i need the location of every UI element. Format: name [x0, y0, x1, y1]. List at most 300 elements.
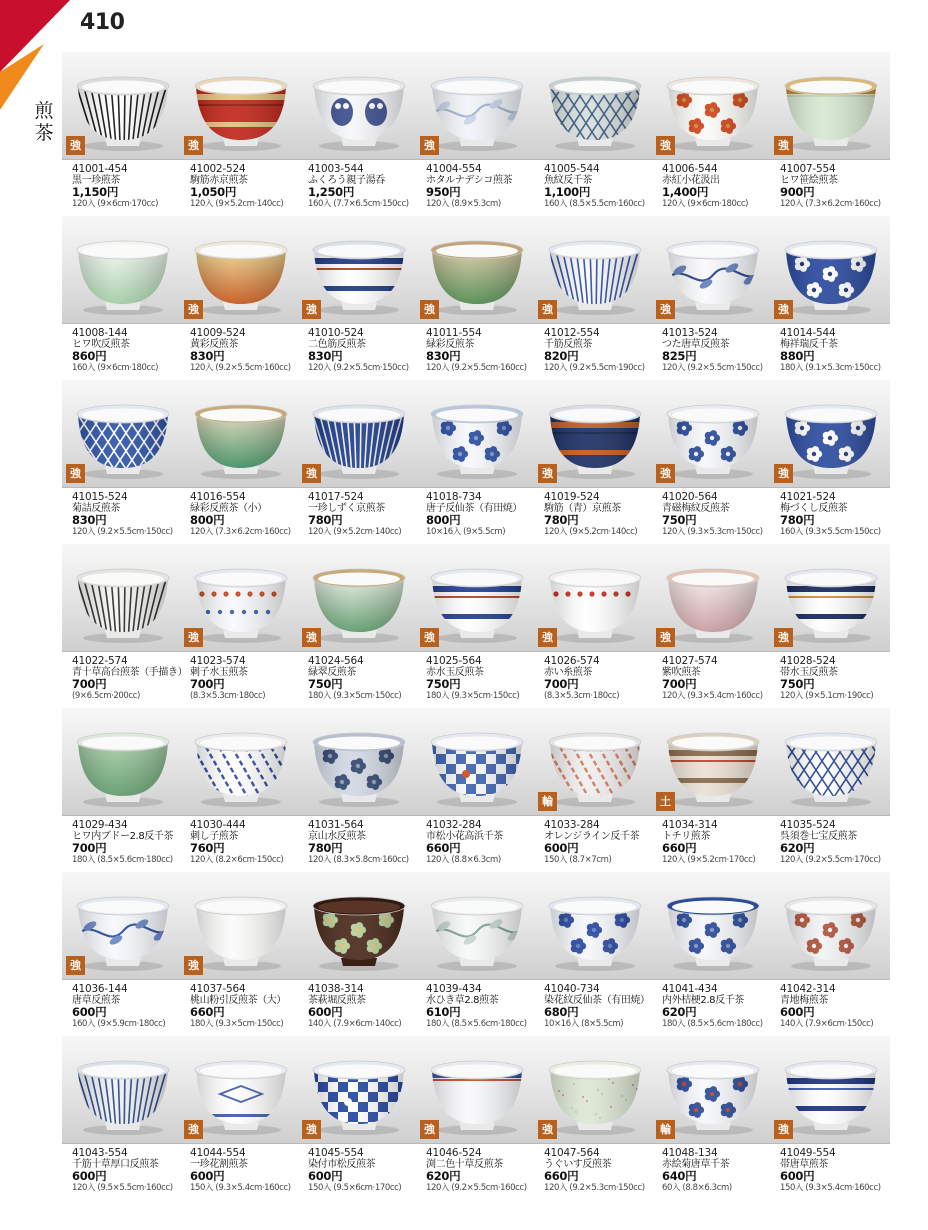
- product-item[interactable]: [416, 52, 534, 216]
- product-badge: 強: [656, 628, 675, 647]
- product-code: 41014-544: [780, 327, 836, 339]
- product-name: つた唐草反煎茶: [662, 339, 730, 350]
- product-item[interactable]: [298, 1036, 416, 1200]
- product-info: [308, 164, 423, 209]
- teacup-image: [780, 720, 882, 808]
- teacup-image: [544, 720, 646, 808]
- product-item[interactable]: [652, 216, 770, 380]
- product-info: [662, 984, 777, 1029]
- product-item[interactable]: [652, 544, 770, 708]
- product-item[interactable]: [652, 1036, 770, 1200]
- product-name: 赤紅小花汲出: [662, 175, 720, 186]
- product-name: 一珍しずく京煎茶: [308, 503, 385, 514]
- product-info: [780, 820, 895, 865]
- product-spec: 120入 (8.2×6cm·150cc): [190, 855, 284, 865]
- teacup-image: [662, 884, 764, 972]
- product-name: 唐草反煎茶: [72, 995, 120, 1006]
- product-item[interactable]: [180, 52, 298, 216]
- product-spec: 160入 (8.5×5.5cm·160cc): [544, 199, 645, 209]
- product-price: 640円: [662, 1169, 697, 1183]
- product-item[interactable]: [180, 1036, 298, 1200]
- product-spec: 140入 (7.9×6cm·150cc): [780, 1019, 874, 1029]
- section-label: 煎茶: [34, 100, 54, 144]
- teacup-image: [308, 1048, 410, 1136]
- product-item[interactable]: [416, 216, 534, 380]
- product-spec: 120入 (9.3×5.4cm·160cc): [662, 691, 763, 701]
- product-spec: 120入 (9.2×5.5cm·190cc): [544, 363, 645, 373]
- product-item[interactable]: [770, 52, 888, 216]
- product-badge: 強: [538, 1120, 557, 1139]
- product-item[interactable]: [770, 216, 888, 380]
- product-price: 700円: [72, 677, 107, 691]
- product-row: [62, 544, 890, 708]
- product-badge: 強: [656, 464, 675, 483]
- product-name: 梅祥瑞反千茶: [780, 339, 838, 350]
- product-code: 41013-524: [662, 327, 718, 339]
- product-info: [190, 820, 305, 865]
- teacup-image: [72, 720, 174, 808]
- product-code: 41008-144: [72, 327, 128, 339]
- product-name: 内外桔梗2.8反千茶: [662, 995, 744, 1006]
- product-spec: 120入 (9×5.2cm·140cc): [190, 199, 284, 209]
- product-spec: 120入 (9.2×5.3cm·150cc): [544, 1183, 645, 1193]
- product-info: [662, 656, 777, 701]
- product-name: 呉須巻七宝反煎茶: [780, 831, 857, 842]
- product-name: 緑彩反煎茶: [426, 339, 474, 350]
- product-code: 41038-314: [308, 983, 364, 995]
- product-code: 41015-524: [72, 491, 128, 503]
- product-spec: 120入 (9×6cm·170cc): [72, 199, 159, 209]
- product-spec: 120入 (9×5.2cm·140cc): [544, 527, 638, 537]
- product-info: [190, 1148, 305, 1193]
- product-item[interactable]: [534, 52, 652, 216]
- product-price: 600円: [544, 841, 579, 855]
- product-item[interactable]: [770, 380, 888, 544]
- product-badge: 強: [184, 1120, 203, 1139]
- teacup-image: [190, 556, 292, 644]
- product-spec: 120入 (9.2×5.5cm·160cc): [426, 363, 527, 373]
- product-row: [62, 380, 890, 544]
- product-code: 41041-434: [662, 983, 718, 995]
- product-info: [780, 492, 895, 537]
- product-item[interactable]: [62, 1036, 180, 1200]
- product-code: 41029-434: [72, 819, 128, 831]
- teacup-image: [308, 720, 410, 808]
- product-row: [62, 872, 890, 1036]
- product-price: 760円: [190, 841, 225, 855]
- product-badge: 強: [184, 300, 203, 319]
- product-price: 700円: [544, 677, 579, 691]
- product-item[interactable]: [770, 872, 888, 1036]
- product-info: [72, 492, 187, 537]
- product-code: 41021-524: [780, 491, 836, 503]
- product-spec: 140入 (7.9×6cm·140cc): [308, 1019, 402, 1029]
- product-info: [544, 820, 659, 865]
- product-spec: 120入 (9.2×5.5cm·170cc): [780, 855, 881, 865]
- product-spec: 120入 (9.3×5.3cm·150cc): [662, 527, 763, 537]
- product-code: 41036-144: [72, 983, 128, 995]
- product-badge: 強: [302, 1120, 321, 1139]
- product-spec: 120入 (9×5.2cm·170cc): [662, 855, 756, 865]
- teacup-image: [426, 720, 528, 808]
- product-spec: 180入 (9.3×5cm·150cc): [426, 691, 520, 701]
- product-code: 41039-434: [426, 983, 482, 995]
- product-info: [662, 1148, 777, 1193]
- product-item[interactable]: [62, 708, 180, 872]
- teacup-image: [544, 228, 646, 316]
- product-price: 825円: [662, 349, 697, 363]
- product-info: [780, 656, 895, 701]
- product-name: 菊詰反煎茶: [72, 503, 120, 514]
- product-code: 41025-564: [426, 655, 482, 667]
- product-badge: 強: [538, 300, 557, 319]
- teacup-image: [426, 228, 528, 316]
- product-name: 黄彩反煎茶: [190, 339, 238, 350]
- product-spec: 180入 (9.1×5.3cm·150cc): [780, 363, 881, 373]
- product-code: 41042-314: [780, 983, 836, 995]
- product-name: 紫吹煎茶: [662, 667, 701, 678]
- product-spec: 180入 (8.5×5.6cm·180cc): [662, 1019, 763, 1029]
- product-price: 950円: [426, 185, 461, 199]
- product-price: 1,150円: [72, 185, 119, 199]
- product-badge: 強: [774, 300, 793, 319]
- teacup-image: [190, 1048, 292, 1136]
- product-badge: 輸: [656, 1120, 675, 1139]
- product-row: [62, 216, 890, 380]
- product-name: オレンジライン反千茶: [544, 831, 640, 842]
- product-name: 黒一珍煎茶: [72, 175, 120, 186]
- product-price: 1,250円: [308, 185, 355, 199]
- page-number: 410: [80, 10, 125, 35]
- product-code: 41027-574: [662, 655, 718, 667]
- product-price: 780円: [544, 513, 579, 527]
- product-price: 800円: [190, 513, 225, 527]
- product-info: [662, 492, 777, 537]
- product-item[interactable]: [62, 544, 188, 708]
- product-price: 780円: [308, 513, 343, 527]
- product-item[interactable]: [180, 708, 298, 872]
- product-name: 青磁梅紋反煎茶: [662, 503, 730, 514]
- product-name: 市松小花高浜千茶: [426, 831, 503, 842]
- product-name: 駒筋赤京煎茶: [190, 175, 248, 186]
- teacup-image: [426, 884, 528, 972]
- product-spec: 160入 (7.7×6.5cm·150cc): [308, 199, 409, 209]
- product-item[interactable]: [298, 872, 416, 1036]
- product-item[interactable]: [770, 1036, 888, 1200]
- product-code: 41003-544: [308, 163, 364, 175]
- product-badge: 強: [184, 956, 203, 975]
- product-info: [426, 984, 541, 1029]
- product-spec: 120入 (9×6cm·180cc): [662, 199, 749, 209]
- product-price: 610円: [426, 1005, 461, 1019]
- product-spec: 120入 (9.2×5.5cm·150cc): [72, 527, 173, 537]
- product-item[interactable]: [180, 380, 298, 544]
- product-info: [426, 656, 541, 701]
- product-badge: 強: [66, 464, 85, 483]
- product-info: [72, 164, 187, 209]
- product-spec: 150入 (8.7×7cm): [544, 855, 612, 865]
- teacup-image: [308, 228, 410, 316]
- product-item[interactable]: [180, 216, 298, 380]
- product-code: 41046-524: [426, 1147, 482, 1159]
- product-spec: 150入 (9.5×6cm·170cc): [308, 1183, 402, 1193]
- product-item[interactable]: [416, 380, 534, 544]
- product-row: [62, 1036, 890, 1200]
- product-price: 660円: [190, 1005, 225, 1019]
- product-code: 41032-284: [426, 819, 482, 831]
- product-item[interactable]: [298, 380, 416, 544]
- product-code: 41011-554: [426, 327, 482, 339]
- product-badge: 強: [420, 1120, 439, 1139]
- product-item[interactable]: [652, 52, 770, 216]
- product-name: 茶萩堀反煎茶: [308, 995, 366, 1006]
- product-name: ヒワ内ブドー2.8反千茶: [72, 831, 174, 842]
- product-item[interactable]: [180, 544, 298, 708]
- product-badge: 強: [184, 136, 203, 155]
- product-item[interactable]: [534, 1036, 652, 1200]
- product-name: 一珍花割煎茶: [190, 1159, 248, 1170]
- product-code: 41040-734: [544, 983, 600, 995]
- product-spec: (8.3×5.3cm·180cc): [190, 691, 266, 701]
- product-spec: 180入 (8.5×5.6cm·180cc): [72, 855, 173, 865]
- teacup-image: [780, 1048, 882, 1136]
- product-code: 41001-454: [72, 163, 128, 175]
- product-badge: 強: [302, 464, 321, 483]
- product-code: 41024-564: [308, 655, 364, 667]
- product-item[interactable]: [534, 380, 652, 544]
- product-price: 700円: [72, 841, 107, 855]
- product-info: [308, 492, 423, 537]
- product-item[interactable]: [534, 544, 652, 708]
- product-info: [544, 656, 659, 701]
- product-price: 620円: [662, 1005, 697, 1019]
- product-info: [662, 328, 777, 373]
- product-spec: 120入 (8.3×5.8cm·160cc): [308, 855, 409, 865]
- teacup-image: [544, 64, 646, 152]
- product-code: 41004-554: [426, 163, 482, 175]
- product-price: 880円: [780, 349, 815, 363]
- product-price: 750円: [780, 677, 815, 691]
- product-item[interactable]: [62, 872, 180, 1036]
- product-code: 41006-544: [662, 163, 718, 175]
- product-item[interactable]: [534, 708, 652, 872]
- product-info: [72, 1148, 187, 1193]
- teacup-image: [780, 64, 882, 152]
- teacup-image: [662, 1048, 764, 1136]
- product-item[interactable]: [298, 544, 416, 708]
- product-name: 緑彩反煎茶（小）: [190, 503, 267, 514]
- product-catalog: [62, 52, 890, 1200]
- product-spec: 180入 (9.3×5cm·150cc): [308, 691, 402, 701]
- product-info: [308, 984, 423, 1029]
- product-info: [780, 1148, 895, 1193]
- product-code: 41010-524: [308, 327, 364, 339]
- product-info: [662, 820, 777, 865]
- product-price: 600円: [72, 1169, 107, 1183]
- product-spec: 10×16入 (8×5.5cm): [544, 1019, 624, 1029]
- product-name: 刺子水玉煎茶: [190, 667, 248, 678]
- product-info: [544, 1148, 659, 1193]
- product-name: 刺し子煎茶: [190, 831, 238, 842]
- product-name: 魚紋反千茶: [544, 175, 592, 186]
- teacup-image: [308, 556, 410, 644]
- product-item[interactable]: [62, 52, 180, 216]
- product-name: 水ひき草2.8煎茶: [426, 995, 499, 1006]
- product-badge: 強: [302, 300, 321, 319]
- product-info: [544, 492, 659, 537]
- product-name: 青十草高台煎茶（手描き）: [72, 667, 188, 678]
- product-info: [190, 656, 305, 701]
- product-item[interactable]: [416, 708, 534, 872]
- product-info: [72, 656, 187, 701]
- product-info: [190, 164, 305, 209]
- product-name: 帯唐草煎茶: [780, 1159, 828, 1170]
- product-code: 41031-564: [308, 819, 364, 831]
- product-info: [426, 164, 541, 209]
- teacup-image: [426, 392, 528, 480]
- product-badge: 強: [66, 956, 85, 975]
- product-code: 41023-574: [190, 655, 246, 667]
- product-item[interactable]: [652, 708, 770, 872]
- product-badge: 強: [302, 628, 321, 647]
- teacup-image: [190, 392, 292, 480]
- product-badge: 強: [538, 464, 557, 483]
- product-code: 41049-554: [780, 1147, 836, 1159]
- product-code: 41007-554: [780, 163, 836, 175]
- product-item[interactable]: [298, 708, 416, 872]
- product-code: 41034-314: [662, 819, 718, 831]
- product-badge: 強: [538, 628, 557, 647]
- product-info: [72, 328, 187, 373]
- product-name: 赤水玉反煎茶: [426, 667, 484, 678]
- product-name: 赤絵菊唐草千茶: [662, 1159, 730, 1170]
- product-name: 緑翠反煎茶: [308, 667, 356, 678]
- teacup-image: [426, 64, 528, 152]
- teacup-image: [72, 884, 174, 972]
- product-item[interactable]: [416, 872, 534, 1036]
- product-row: [62, 708, 890, 872]
- product-badge: 輸: [538, 792, 557, 811]
- product-price: 830円: [426, 349, 461, 363]
- product-price: 830円: [72, 513, 107, 527]
- page-corner-accent: [0, 0, 70, 110]
- product-price: 750円: [662, 513, 697, 527]
- product-badge: 土: [656, 792, 675, 811]
- teacup-image: [190, 228, 292, 316]
- product-spec: 160入 (9.3×5.5cm·150cc): [780, 527, 881, 537]
- product-code: 41030-444: [190, 819, 246, 831]
- product-name: ホタルナデシコ煎茶: [426, 175, 513, 186]
- product-name: 染付市松反煎茶: [308, 1159, 376, 1170]
- product-name: うぐいす反煎茶: [544, 1159, 612, 1170]
- product-badge: 強: [420, 136, 439, 155]
- product-code: 41005-544: [544, 163, 600, 175]
- product-info: [426, 820, 541, 865]
- product-info: [308, 656, 423, 701]
- product-item[interactable]: [652, 380, 770, 544]
- product-code: 41037-564: [190, 983, 246, 995]
- teacup-image: [72, 392, 174, 480]
- product-badge: 強: [774, 628, 793, 647]
- product-info: [72, 820, 187, 865]
- product-info: [544, 328, 659, 373]
- product-name: ヒワ吹反煎茶: [72, 339, 130, 350]
- product-item[interactable]: [62, 216, 180, 380]
- teacup-image: [190, 720, 292, 808]
- product-spec: 160入 (9×6cm·180cc): [72, 363, 159, 373]
- teacup-image: [662, 392, 764, 480]
- product-price: 700円: [662, 677, 697, 691]
- product-item[interactable]: [534, 872, 652, 1036]
- product-price: 600円: [72, 1005, 107, 1019]
- product-info: [190, 328, 305, 373]
- product-item[interactable]: [180, 872, 298, 1036]
- product-spec: 120入 (9.2×5.5cm·160cc): [426, 1183, 527, 1193]
- product-badge: 強: [774, 136, 793, 155]
- product-item[interactable]: [416, 1036, 534, 1200]
- product-item[interactable]: [652, 872, 770, 1036]
- product-code: 41017-524: [308, 491, 364, 503]
- product-price: 600円: [308, 1005, 343, 1019]
- product-spec: 120入 (9.2×5.5cm·150cc): [308, 363, 409, 373]
- product-code: 41009-524: [190, 327, 246, 339]
- product-name: 二色筋反煎茶: [308, 339, 366, 350]
- product-spec: 180入 (8.5×5.6cm·180cc): [426, 1019, 527, 1029]
- product-item[interactable]: [62, 380, 180, 544]
- product-spec: 120入 (7.3×6.2cm·160cc): [780, 199, 881, 209]
- product-info: [308, 1148, 423, 1193]
- product-spec: 120入 (7.3×6.2cm·160cc): [190, 527, 291, 537]
- product-item[interactable]: [298, 52, 416, 216]
- product-item[interactable]: [534, 216, 652, 380]
- product-price: 800円: [426, 513, 461, 527]
- product-spec: 150入 (9.3×5.4cm·160cc): [780, 1183, 881, 1193]
- product-info: [780, 328, 895, 373]
- teacup-image: [72, 228, 174, 316]
- product-item[interactable]: [770, 708, 888, 872]
- teacup-image: [780, 392, 882, 480]
- product-badge: 強: [656, 136, 675, 155]
- product-info: [190, 492, 305, 537]
- teacup-image: [426, 1048, 528, 1136]
- product-info: [780, 984, 895, 1029]
- product-price: 600円: [190, 1169, 225, 1183]
- product-name: 渕二色十草反煎茶: [426, 1159, 503, 1170]
- product-info: [426, 328, 541, 373]
- product-name: 青地梅煎茶: [780, 995, 828, 1006]
- product-item[interactable]: [416, 544, 534, 708]
- product-code: 41035-524: [780, 819, 836, 831]
- product-price: 780円: [308, 841, 343, 855]
- product-spec: 150入 (9.3×5.4cm·160cc): [190, 1183, 291, 1193]
- product-price: 830円: [308, 349, 343, 363]
- product-code: 41048-134: [662, 1147, 718, 1159]
- product-item[interactable]: [770, 544, 888, 708]
- product-info: [308, 820, 423, 865]
- product-spec: 120入 (8.9×5.3cm): [426, 199, 501, 209]
- product-info: [72, 984, 187, 1029]
- product-price: 660円: [662, 841, 697, 855]
- product-item[interactable]: [298, 216, 416, 380]
- product-spec: 10×16入 (9×5.5cm): [426, 527, 506, 537]
- product-info: [662, 164, 777, 209]
- product-price: 600円: [780, 1005, 815, 1019]
- product-code: 41044-554: [190, 1147, 246, 1159]
- product-spec: 60入 (8.8×6.3cm): [662, 1183, 732, 1193]
- product-name: 京山水反煎茶: [308, 831, 366, 842]
- product-code: 41016-554: [190, 491, 246, 503]
- product-info: [544, 164, 659, 209]
